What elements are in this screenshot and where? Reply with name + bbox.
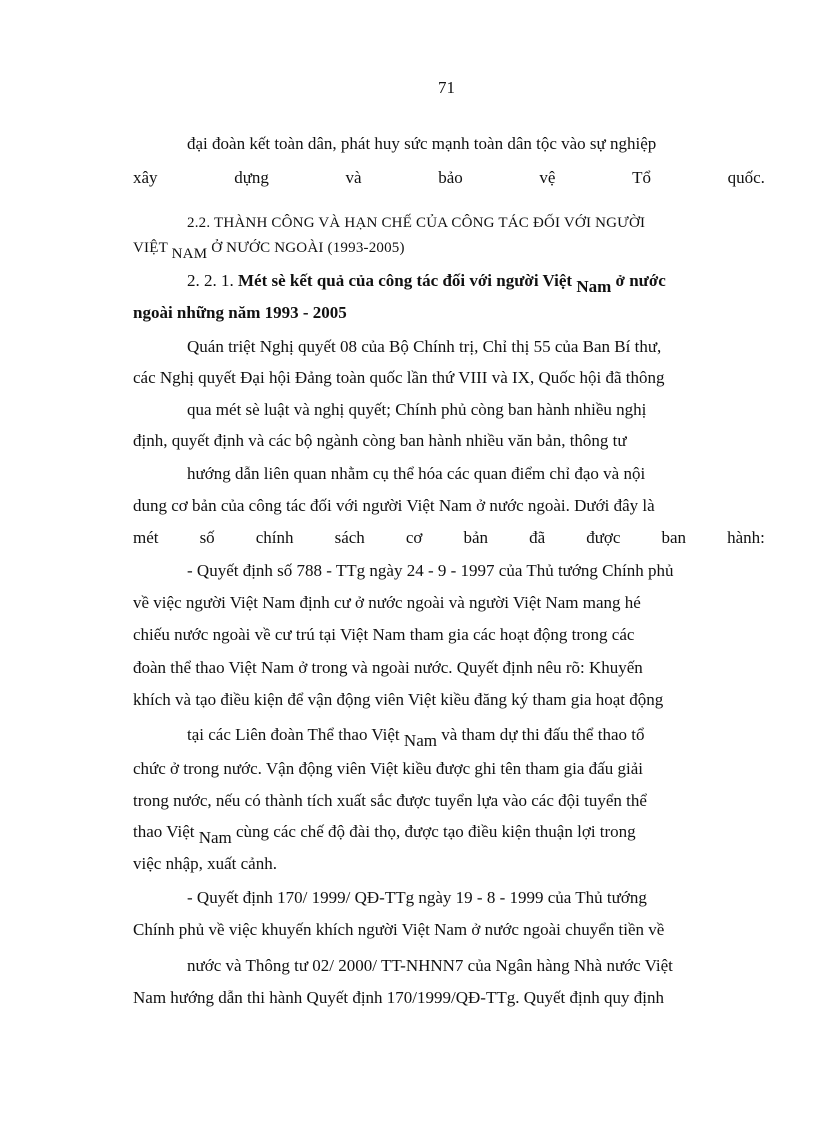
heading-text: VIỆT xyxy=(133,240,168,256)
word: Tổ xyxy=(632,168,651,187)
subsection-title-line2: ngoài những năm 1993 - 2005 xyxy=(133,303,347,322)
paragraph-line: nước và Thông tư 02/ 2000/ TT-NHNN7 của Ngân hàng Nhà nước Việt xyxy=(187,956,673,975)
text: và tham dự thi đấu thể thao tổ xyxy=(441,725,645,744)
paragraph-line: định, quyết định và các bộ ngành còng ban hành nhiều văn bản, thông tư xyxy=(133,431,627,450)
paragraph-line-justified xyxy=(133,167,765,189)
paragraph-line-justified xyxy=(133,527,765,549)
heading-text: Ở NƯỚC NGOÀI (1993-2005) xyxy=(211,240,405,256)
paragraph-line: Quán triệt Nghị quyết 08 của Bộ Chính trị, Chỉ thị 55 của Ban Bí thư, xyxy=(187,337,662,356)
word: vệ xyxy=(539,168,556,187)
heading-text-nam: NAM xyxy=(171,246,208,262)
word: dựng xyxy=(234,168,269,187)
word: số xyxy=(199,528,215,547)
paragraph-line: đoàn thể thao Việt Nam ở trong và ngoài nước. Quyết định nêu rõ: Khuyến xyxy=(133,658,643,677)
subsection-title: Mét sè kết quả của công tác đối với người Việt xyxy=(238,271,573,290)
text-nam: Nam xyxy=(198,828,232,847)
word: đã xyxy=(529,528,546,547)
word: bản xyxy=(463,528,489,547)
paragraph-line: - Quyết định 170/ 1999/ QĐ-TTg ngày 19 - 8 - 1999 của Thủ tướng xyxy=(187,888,647,907)
word: bảo xyxy=(438,168,463,187)
paragraph-line xyxy=(187,724,645,750)
word: chính xyxy=(255,528,294,547)
text: tại các Liên đoàn Thể thao Việt xyxy=(187,725,400,744)
word: hành: xyxy=(727,528,765,547)
subsection-title: ở nước xyxy=(615,271,666,290)
text: cùng các chế độ đài thọ, được tạo điều kiện thuận lợi trong xyxy=(236,822,636,841)
paragraph-line: trong nước, nếu có thành tích xuất sắc được tuyển lựa vào các đội tuyển thể xyxy=(133,791,647,810)
paragraph-line: Chính phủ về việc khuyến khích người Việt Nam ở nước ngoài chuyển tiền về xyxy=(133,920,665,939)
word: xây xyxy=(133,168,158,187)
subsection-number: 2. 2. 1. xyxy=(187,271,234,290)
subsection-title-nam: Nam xyxy=(576,277,612,296)
paragraph-line: chức ở trong nước. Vận động viên Việt kiều được ghi tên tham gia đấu giải xyxy=(133,759,643,778)
paragraph-line: dung cơ bản của công tác đối với người Việt Nam ở nước ngoài. Dưới đây là xyxy=(133,496,655,515)
text: thao Việt xyxy=(133,822,195,841)
word: cơ xyxy=(405,528,423,547)
paragraph-line: hướng dẫn liên quan nhằm cụ thể hóa các quan điểm chỉ đạo và nội xyxy=(187,464,646,483)
section-heading-line2 xyxy=(133,237,405,262)
word: và xyxy=(345,168,362,187)
word: quốc. xyxy=(727,168,765,187)
word: sách xyxy=(334,528,365,547)
paragraph-line: khích và tạo điều kiện để vận động viên Việt kiều đăng ký tham gia hoạt động xyxy=(133,690,664,709)
word: mét xyxy=(133,528,159,547)
paragraph-line: các Nghị quyết Đại hội Đảng toàn quốc lần thứ VIII và IX, Quốc hội đã thông xyxy=(133,368,665,387)
text-nam: Nam xyxy=(403,731,437,750)
paragraph-line: chiếu nước ngoài về cư trú tại Việt Nam tham gia các hoạt động trong các xyxy=(133,625,635,644)
paragraph-line: - Quyết định số 788 - TTg ngày 24 - 9 - 1997 của Thủ tướng Chính phủ xyxy=(187,561,674,580)
paragraph-line: về việc người Việt Nam định cư ở nước ngoài và người Việt Nam mang hé xyxy=(133,593,641,612)
paragraph-line: đại đoàn kết toàn dân, phát huy sức mạnh toàn dân tộc vào sự nghiệp xyxy=(187,134,657,153)
section-heading: 2.2. THÀNH CÔNG VÀ HẠN CHẾ CỦA CÔNG TÁC ĐỐI VỚI NGƯỜI xyxy=(187,215,646,231)
subsection-heading xyxy=(187,270,666,296)
word: ban xyxy=(661,528,687,547)
page-number: 71 xyxy=(438,78,455,97)
word: được xyxy=(586,528,621,547)
paragraph-line: Nam hướng dẫn thi hành Quyết định 170/1999/QĐ-TTg. Quyết định quy định xyxy=(133,988,664,1007)
paragraph-line: qua mét sè luật và nghị quyết; Chính phủ còng ban hành nhiều nghị xyxy=(187,400,647,419)
paragraph-line: việc nhập, xuất cảnh. xyxy=(133,854,277,873)
paragraph-line xyxy=(133,821,636,847)
